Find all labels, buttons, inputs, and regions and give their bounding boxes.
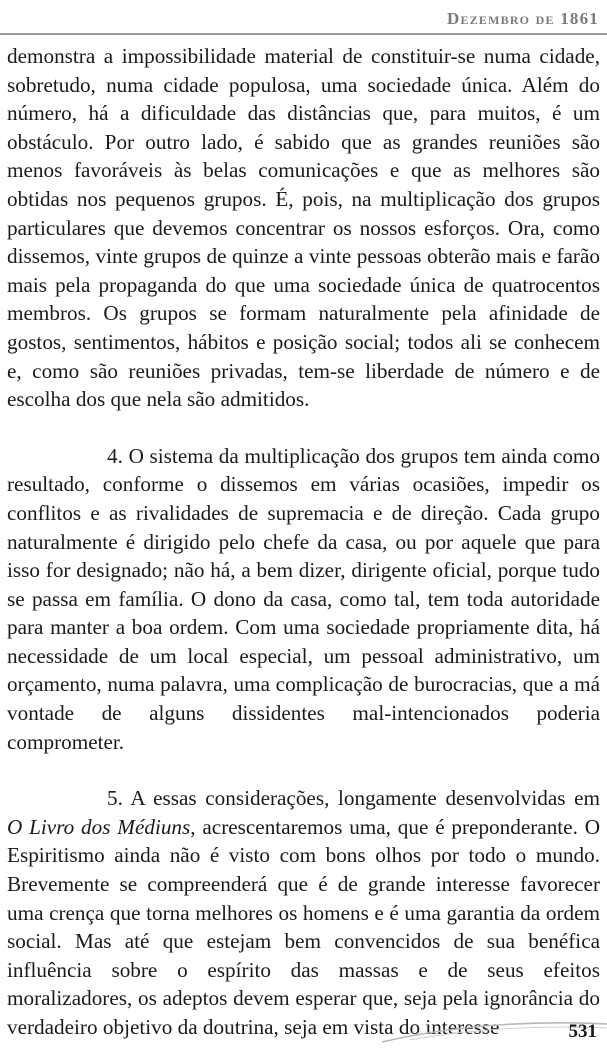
- running-header: Dezembro de 1861: [447, 9, 599, 28]
- page-body: [7, 42, 600, 1042]
- header-divider: [0, 33, 607, 35]
- page-number: 531: [568, 1021, 597, 1042]
- book-title: O Livro dos Médiuns: [7, 814, 191, 839]
- paragraph-5-lead: 5. A essas considerações, longamente desenvolvidas em: [107, 786, 600, 811]
- paragraph-continuation: demonstra a impossibilidade material de constituir-se numa cidade, sobretudo, numa cidade populosa, uma sociedade única. Além do número, há a dificuldade das distâncias que, para muitos, é um obstáculo. Por outro lado, é sabido que as grandes reuniões são menos favoráveis às belas comunicações e que as melhores são obtidas nos pequenos grupos. É, pois, na multiplicação dos grupos particulares que devemos concentrar os nossos esforços. Ora, como dissemos, vinte grupos de quinze a vinte pessoas obterão mais e farão mais pela propaganda do que uma sociedade única de quatrocentos membros. Os grupos se formam naturalmente pela afinidade de gostos, sentimentos, hábitos e posição social; todos ali se conhecem e, como são reuniões privadas, tem-se liberdade de número e de escolha dos que nela são admitidos.: [7, 44, 600, 412]
- paragraph-4: [7, 442, 600, 757]
- paragraph-4-text: 4. O sistema da multiplicação dos grupos tem ainda como resultado, conforme o dissemos em várias ocasiões, impedir os conflitos e as rivalidades de supremacia e de direção. Cada grupo naturalmente é dirigido pelo chefe da casa, ou por aquele que para isso for designado; não há, a bem dizer, dirigente oficial, porque tudo se passa em família. O dono da casa, como tal, tem toda autoridade para manter a boa ordem. Com uma sociedade propriamente dita, há necessidade de um local especial, um pessoal administrativo, um orçamento, numa palavra, uma complicação de burocracias, que a má vontade de alguns dissidentes mal-intencionados poderia comprometer.: [7, 443, 600, 754]
- paragraph-5-text: , acrescentaremos uma, que é preponderante. O Espiritismo ainda não é visto com bons olhos por todo o mundo. Brevemente se compreenderá que é de grande interesse favorecer uma crença que torna melhores os homens e é uma garantia da ordem social. Mas até que estejam bem convencidos de sua benéfica influência sobre o espírito das massas e de seus efeitos moralizadores, os adeptos devem esperar que, seja pela ignorância do verdadeiro objetivo da doutrina, seja em vista do interesse: [7, 814, 601, 1039]
- paragraph-5: [7, 784, 600, 1041]
